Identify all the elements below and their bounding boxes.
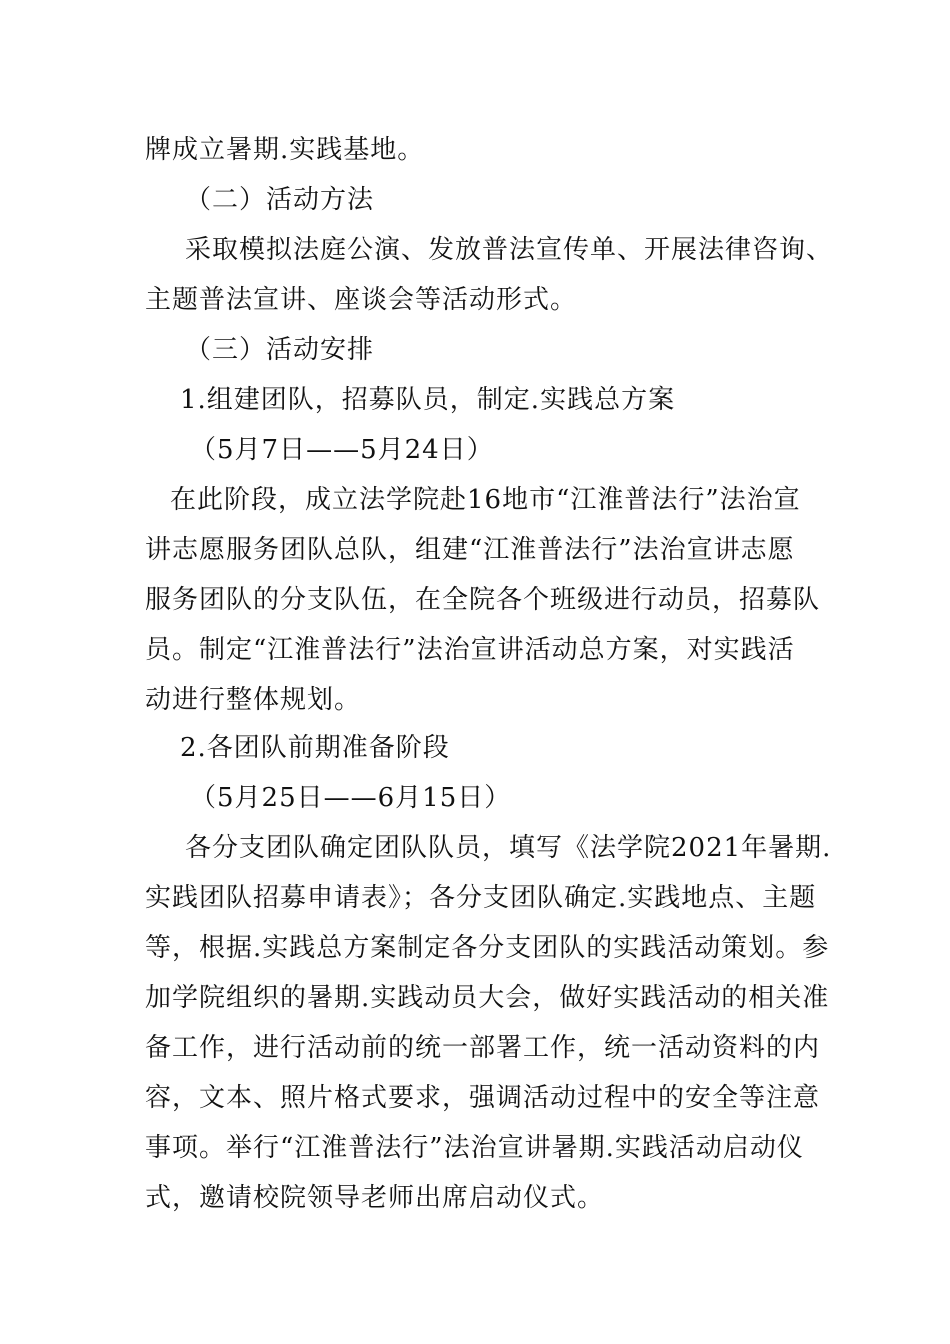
subsection-heading: 2.各团队前期准备阶段 [180, 733, 450, 763]
paragraph-line: 采取模拟法庭公演、发放普法宣传单、开展法律咨询、 [185, 235, 834, 265]
section-heading: （二）活动方法 [185, 185, 375, 215]
paragraph-line: 员。制定“江淮普法行”法治宣讲活动总方案，对实践活 [145, 635, 795, 665]
paragraph-line: 主题普法宣讲、座谈会等活动形式。 [145, 285, 578, 315]
paragraph-line: 备工作，进行活动前的统一部署工作，统一活动资料的内 [145, 1033, 821, 1063]
paragraph-line: 动进行整体规划。 [145, 685, 362, 715]
paragraph-line: 牌成立暑期.实践基地。 [145, 135, 425, 165]
paragraph-line: 事项。举行“江淮普法行”法治宣讲暑期.实践活动启动仪 [145, 1133, 804, 1163]
paragraph-line: 实践团队招募申请表》；各分支团队确定.实践地点、主题 [145, 883, 817, 913]
section-heading: （三）活动安排 [185, 335, 375, 365]
subsection-heading: 1.组建团队，招募队员，制定.实践总方案 [180, 385, 676, 415]
paragraph-line: 讲志愿服务团队总队，组建“江淮普法行”法治宣讲志愿 [145, 535, 795, 565]
paragraph-line: 服务团队的分支队伍，在全院各个班级进行动员，招募队 [145, 585, 821, 615]
paragraph-line: 式，邀请校院领导老师出席启动仪式。 [145, 1183, 605, 1213]
paragraph-line: 容，文本、照片格式要求，强调活动过程中的安全等注意 [145, 1083, 821, 1113]
paragraph-line: 在此阶段，成立法学院赴16地市“江淮普法行”法治宣 [170, 485, 801, 515]
date-range: （5月7日——5月24日） [190, 435, 494, 465]
paragraph-line: 等，根据.实践总方案制定各分支团队的实践活动策划。参 [145, 933, 830, 963]
date-range: （5月25日——6月15日） [190, 783, 512, 813]
paragraph-line: 加学院组织的暑期.实践动员大会，做好实践活动的相关准 [145, 983, 830, 1013]
paragraph-line: 各分支团队确定团队队员，填写《法学院2021年暑期. [185, 833, 832, 863]
